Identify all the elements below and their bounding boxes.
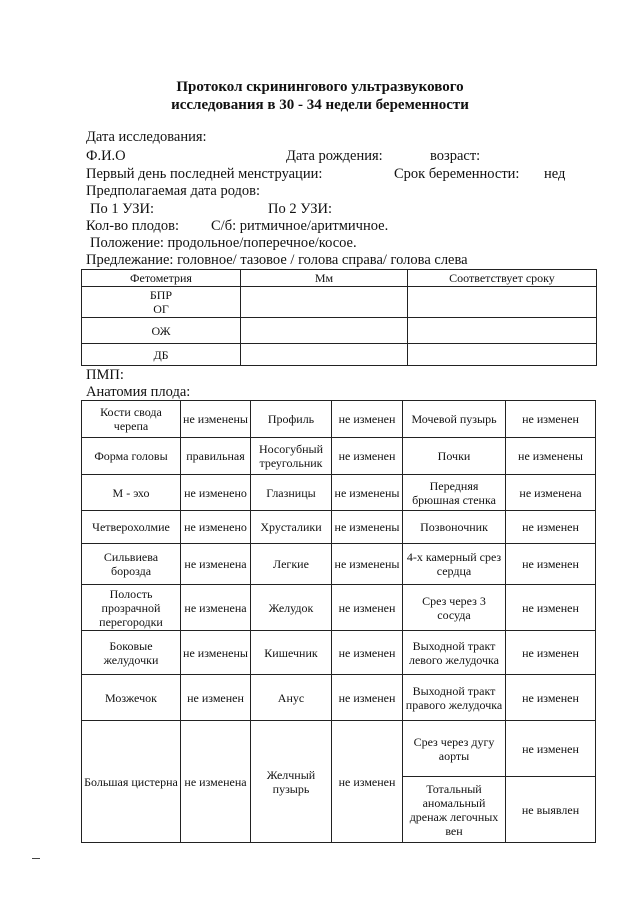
organ-label: Большая цистерна: [82, 721, 181, 843]
organ-label: Выходной тракт правого желудочка: [403, 675, 506, 721]
title-line-1: Протокол скринингового ультразвукового: [176, 79, 464, 95]
table-row: [82, 438, 596, 475]
term-label: Срок беременности:: [394, 166, 520, 182]
organ-value: не изменен: [332, 721, 403, 843]
organ-label: Боковые желудочки: [82, 631, 181, 675]
organ-value: не изменены: [332, 475, 403, 511]
organ-value: не изменен: [332, 401, 403, 438]
mm-cell[interactable]: [241, 287, 408, 318]
fetometry-header-row: [82, 270, 597, 287]
organ-label: Срез через 3 сосуда: [403, 585, 506, 631]
organ-label: 4-х камерный срез сердца: [403, 544, 506, 585]
organ-label: Профиль: [251, 401, 332, 438]
anatomy-table: [81, 400, 596, 843]
organ-value: не изменен: [332, 675, 403, 721]
organ-label: Хрусталики: [251, 511, 332, 544]
organ-label: Желчный пузырь: [251, 721, 332, 843]
organ-label: Глазницы: [251, 475, 332, 511]
organ-value: не изменена: [181, 721, 251, 843]
organ-label: Мозжечок: [82, 675, 181, 721]
organ-label: Кости свода черепа: [82, 401, 181, 438]
organ-value: не изменен: [181, 675, 251, 721]
organ-value: не изменена: [506, 475, 596, 511]
birth-date-label: Дата рождения:: [286, 148, 383, 164]
organ-label: Выходной тракт левого желудочка: [403, 631, 506, 675]
fetometry-row: [82, 318, 597, 344]
organ-value: не изменены: [332, 511, 403, 544]
organ-value: не изменен: [506, 401, 596, 438]
organ-label: Легкие: [251, 544, 332, 585]
organ-value: не изменен: [506, 585, 596, 631]
organ-value: не изменен: [332, 438, 403, 475]
table-row: [82, 544, 596, 585]
fetometry-table: [81, 269, 597, 366]
mm-cell[interactable]: [241, 318, 408, 344]
fetometry-row: [82, 344, 597, 366]
table-row: [82, 401, 596, 438]
us2-label: По 2 УЗИ:: [268, 201, 333, 217]
pmp-label: ПМП:: [86, 367, 124, 383]
organ-value: не изменено: [181, 475, 251, 511]
table-row: [82, 721, 596, 777]
organ-label: Сильвиева борозда: [82, 544, 181, 585]
edd-label: Предполагаемая дата родов:: [86, 183, 261, 199]
position-label: Положение: продольное/поперечное/косое.: [90, 235, 357, 251]
organ-value: не изменено: [181, 511, 251, 544]
organ-label: Форма головы: [82, 438, 181, 475]
lmp-label: Первый день последней менструации:: [86, 166, 323, 182]
organ-value: не изменена: [181, 544, 251, 585]
presentation-label: Предлежание: головное/ тазовое / голова справа/ голова слева: [86, 252, 468, 268]
organ-label: Срез через дугу аорты: [403, 721, 506, 777]
organ-label: Мочевой пузырь: [403, 401, 506, 438]
organ-value: не изменен: [332, 631, 403, 675]
term-cell[interactable]: [408, 318, 597, 344]
organ-value: не изменены: [506, 438, 596, 475]
mm-header: Мм: [241, 270, 408, 287]
heartbeat-label: С/б: ритмичное/аритмичное.: [211, 218, 389, 234]
title-line-2: исследования в 30 - 34 недели беременности: [171, 97, 469, 113]
organ-value: не изменены: [181, 631, 251, 675]
organ-label: Четверохолмие: [82, 511, 181, 544]
param-bpr: БПР: [149, 288, 173, 302]
organ-value: не изменен: [506, 675, 596, 721]
us1-label: По 1 УЗИ:: [90, 201, 155, 217]
param-ozh: ОЖ: [82, 318, 241, 344]
table-row: [82, 585, 596, 631]
organ-value: не изменен: [506, 721, 596, 777]
age-label: возраст:: [430, 148, 481, 164]
organ-value: не изменен: [332, 585, 403, 631]
anatomy-label: Анатомия плода:: [86, 384, 191, 400]
param-og: ОГ: [153, 302, 169, 316]
document-title: [0, 78, 640, 114]
table-row: [82, 675, 596, 721]
organ-label: Анус: [251, 675, 332, 721]
organ-label: Кишечник: [251, 631, 332, 675]
mm-cell[interactable]: [241, 344, 408, 366]
organ-label: Позвоночник: [403, 511, 506, 544]
organ-value: не изменен: [506, 511, 596, 544]
fetometry-row: [82, 287, 597, 318]
organ-value: не изменен: [506, 631, 596, 675]
organ-value: не изменены: [181, 401, 251, 438]
fetometry-header: Фетометрия: [82, 270, 241, 287]
term-unit: нед: [544, 166, 566, 182]
organ-value: не изменен: [506, 544, 596, 585]
table-row: [82, 511, 596, 544]
param-bpr-og: [82, 287, 241, 318]
fetus-count-label: Кол-во плодов:: [86, 218, 180, 234]
organ-value: не изменены: [332, 544, 403, 585]
organ-label: Передняя брюшная стенка: [403, 475, 506, 511]
table-row: [82, 475, 596, 511]
param-db: ДБ: [82, 344, 241, 366]
organ-label: Почки: [403, 438, 506, 475]
organ-value: не выявлен: [506, 777, 596, 843]
organ-label: Носогубный треугольник: [251, 438, 332, 475]
table-row: [82, 631, 596, 675]
organ-label: Полость прозрачной перегородки: [82, 585, 181, 631]
term-match-header: Соответствует сроку: [408, 270, 597, 287]
organ-label: Желудок: [251, 585, 332, 631]
organ-value: правильная: [181, 438, 251, 475]
organ-label: Тотальный аномальный дренаж легочных вен: [403, 777, 506, 843]
term-cell[interactable]: [408, 344, 597, 366]
exam-date-label: Дата исследования:: [86, 129, 207, 145]
organ-value: не изменена: [181, 585, 251, 631]
term-cell[interactable]: [408, 287, 597, 318]
fio-label: Ф.И.О: [86, 148, 126, 164]
scan-mark: [32, 858, 40, 859]
organ-label: М - эхо: [82, 475, 181, 511]
